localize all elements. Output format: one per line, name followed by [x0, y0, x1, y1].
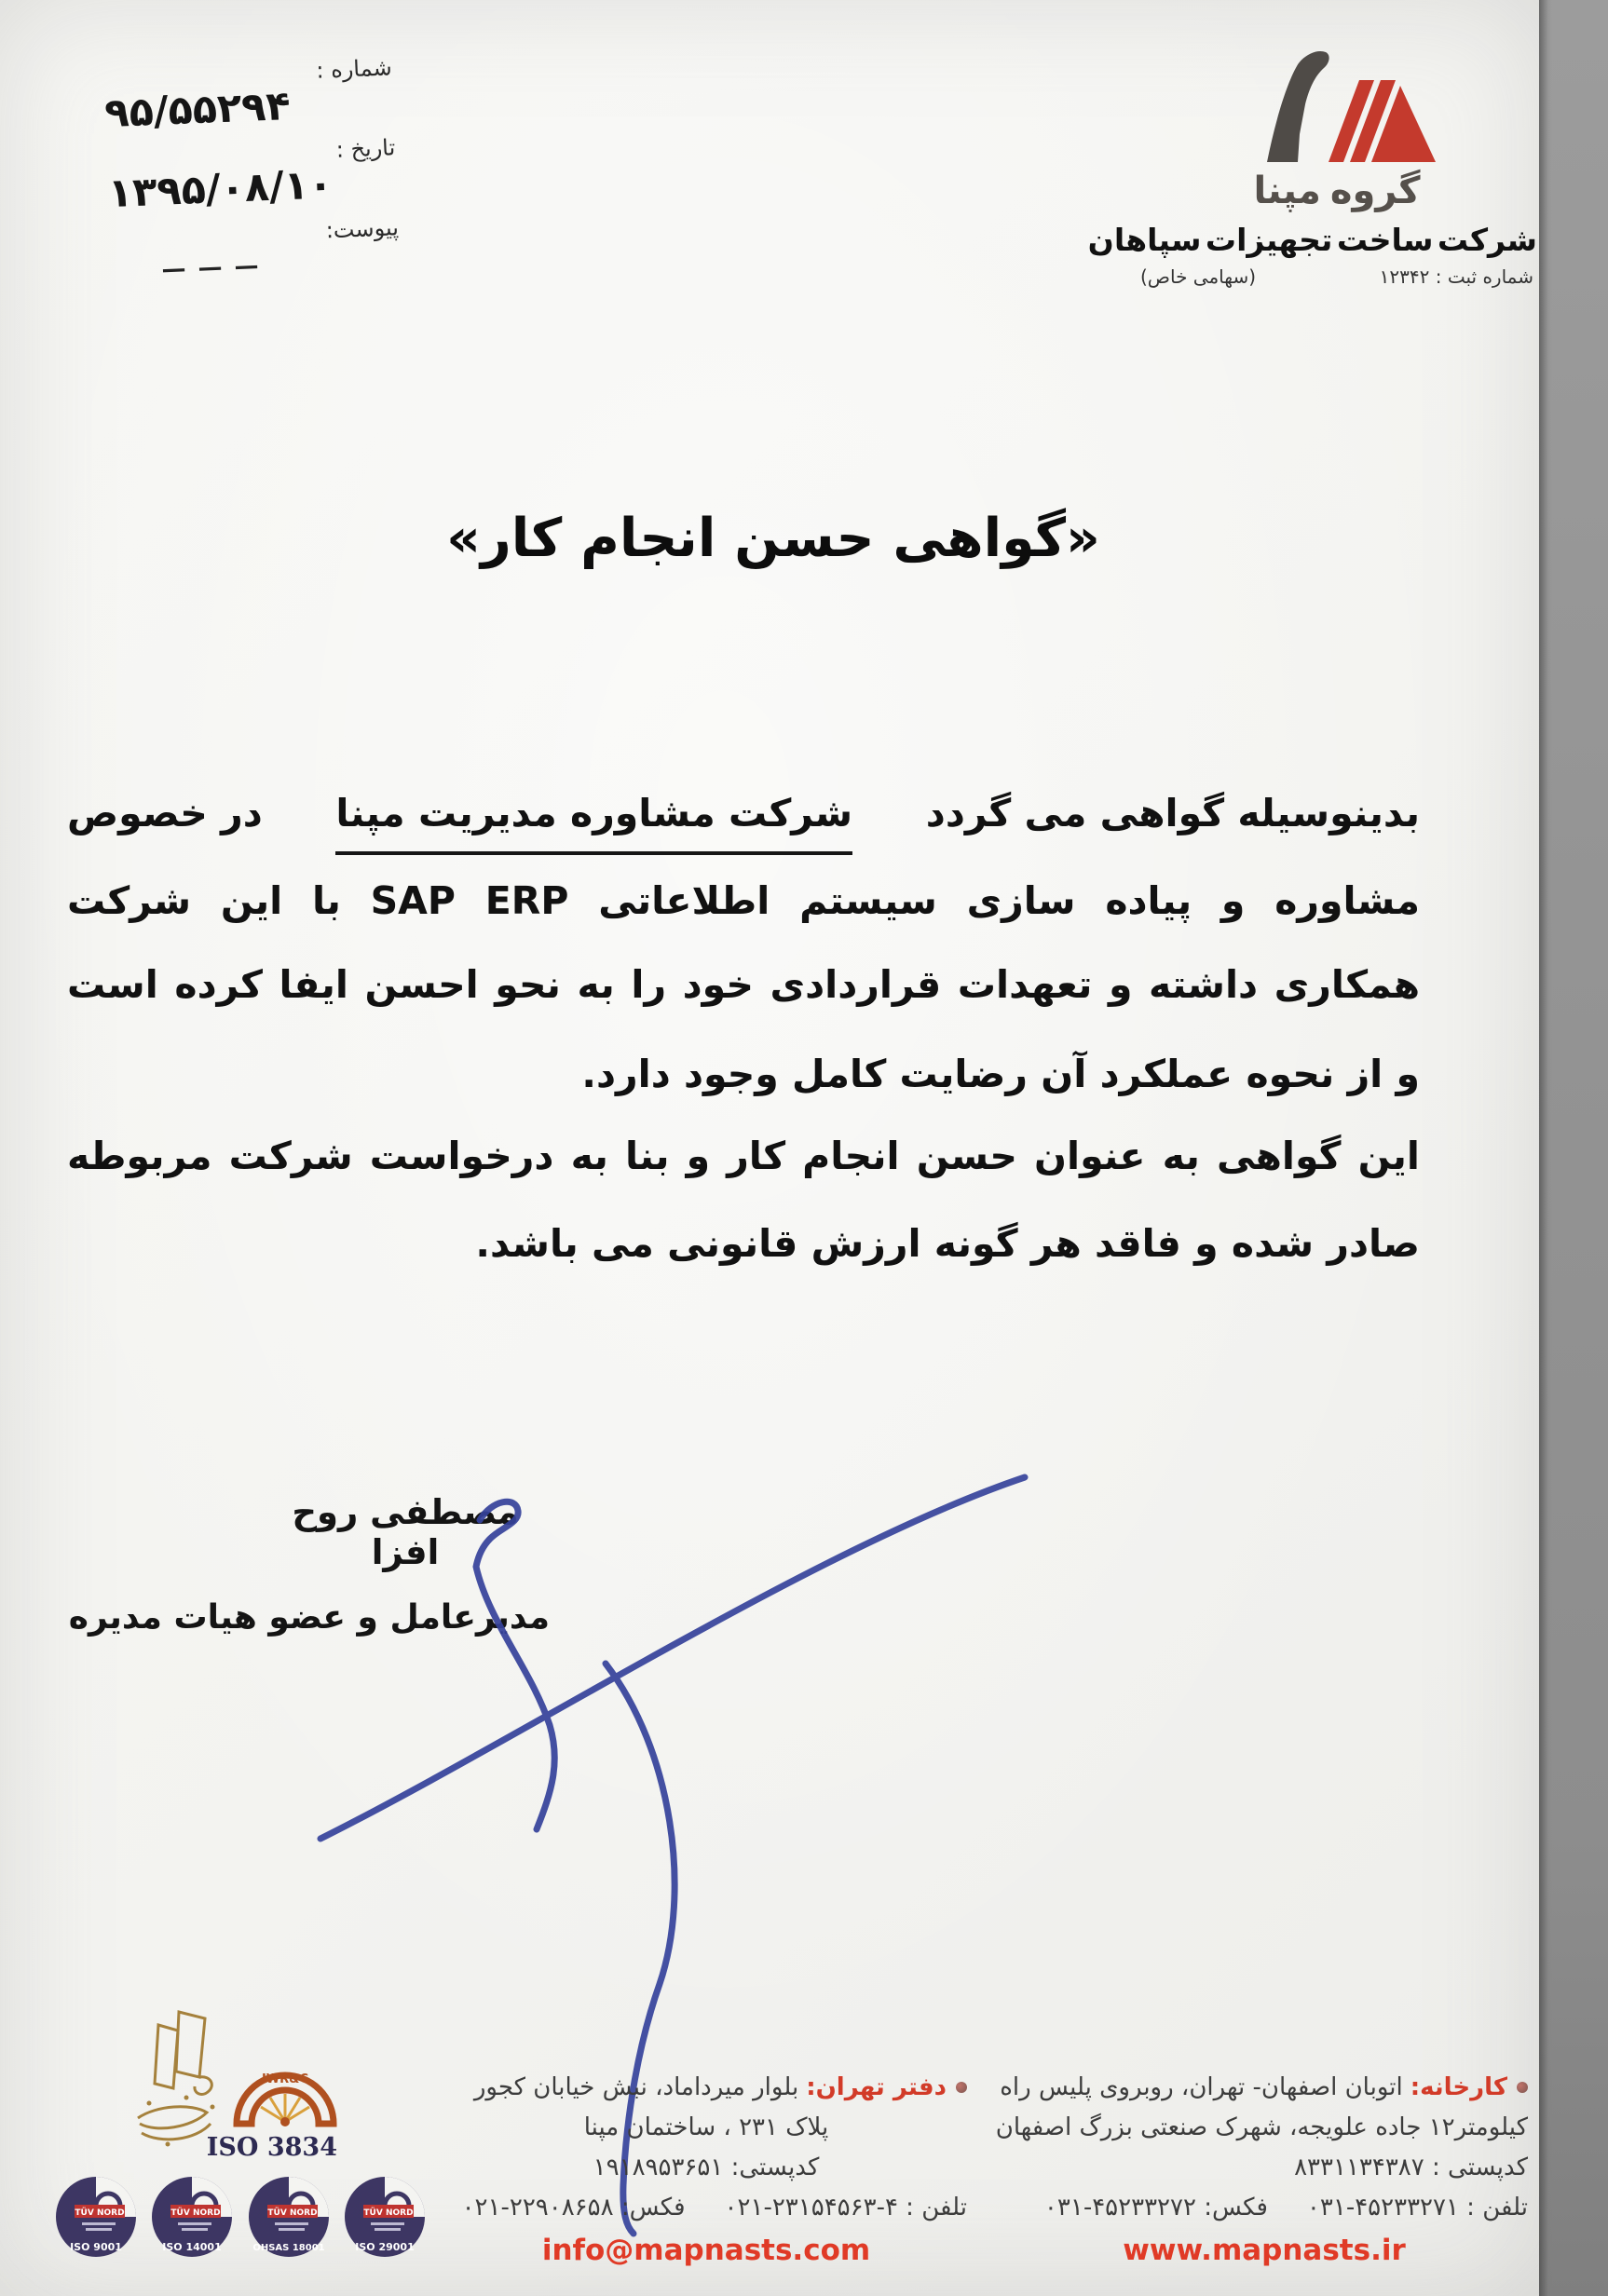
body-line-6: صادر شده و فاقد هر گونه ارزش قانونی می باشد. [475, 1221, 1420, 1266]
body-line-4: و از نحوه عملکرد آن رضایت کامل وجود دارد. [581, 1052, 1420, 1096]
signatory-title: مدیرعامل و عضو هیات مدیره [68, 1598, 550, 1637]
factory-line-1 [1001, 2073, 1528, 2101]
factory-postal: کدپستی : ۸۳۳۱۱۳۴۳۸۷ [1294, 2153, 1528, 2181]
factory-address-1: اتوبان اصفهان- تهران، روبروی پلیس راه [1000, 2073, 1403, 2101]
body-line-1-pre: بدینوسیله گواهی می گردد [925, 791, 1420, 836]
number-value: ۹۵/۵۵۲۹۴ [103, 82, 292, 138]
badge-iso-label: ISO 29001 [355, 2241, 415, 2253]
tuv-badge-iso29001-icon [343, 2174, 427, 2262]
letterhead [1087, 48, 1537, 288]
signatory-name: مصطفی روح افزا [292, 1492, 519, 1572]
tuv-badge-ohsas18001-icon [247, 2174, 331, 2262]
tehran-line-1 [445, 2073, 967, 2101]
tehran-postal: کدپستی: ۱۹۱۸۹۵۳۶۵۱ [593, 2153, 820, 2181]
letterhead-subrow [1137, 265, 1537, 288]
tehran-phone-fax [445, 2194, 967, 2221]
stock-type: (سهامی خاص) [1140, 265, 1257, 288]
document-meta [71, 54, 408, 297]
bullet-icon [956, 2082, 967, 2093]
date-label: تاریخ : [335, 134, 396, 163]
iwrc-iso3834-logo [206, 2070, 337, 2162]
mapna-logo-icon [1230, 48, 1444, 168]
body-line-5: این گواهی به عنوان حسن انجام کار و بنا به درخواست شرکت مربوطه [67, 1134, 1420, 1178]
signatory-block [68, 1492, 550, 1637]
factory-line-2: کیلومتر۱۲ جاده علویجه، شهرک صنعتی بزرگ اصفهان [995, 2113, 1528, 2141]
meta-date-row [75, 134, 405, 219]
number-label: شماره : [315, 54, 393, 84]
body-line-1 [67, 784, 1420, 855]
badge-iso-label: ISO 14001 [162, 2241, 223, 2253]
body-line-3: همکاری داشته و تعهدات قراردادی خود را به نحو احسن ایفا کرده است [67, 962, 1420, 1007]
tehran-fax: فکس: ۲۲۹۰۸۶۵۸-۰۲۱ [461, 2194, 686, 2221]
tuv-band-label: TÜV NORD [363, 2208, 414, 2218]
tehran-label: دفتر تهران: [806, 2073, 947, 2101]
website-url: www.mapnasts.ir [1123, 2234, 1406, 2267]
tuv-band-label: TÜV NORD [267, 2208, 318, 2218]
body-line-1-post: در خصوص [67, 791, 263, 836]
factory-phone: تلفن : ۴۵۲۳۳۲۷۱-۰۳۱ [1306, 2194, 1528, 2221]
iwrc-label: IWR&C [261, 2072, 309, 2086]
bullet-icon [1517, 2082, 1528, 2093]
tehran-phone: تلفن : ۴-۲۳۱۵۴۵۶۳-۰۲۱ [724, 2194, 967, 2221]
underlined-company-phrase: شرکت مشاوره مدیریت مپنا [335, 784, 852, 855]
tuv-badge-iso9001-icon [54, 2174, 138, 2262]
body-line-2: مشاوره و پیاده سازی سیستم اطلاعاتی SAP ERP با این شرکت [67, 878, 1420, 923]
factory-fax: فکس: ۴۵۲۳۳۲۷۲-۰۳۱ [1043, 2194, 1268, 2221]
scanner-edge-strip [1539, 0, 1608, 2296]
iso3834-label: ISO 3834 [206, 2133, 337, 2162]
meta-number-row [71, 54, 402, 139]
iwrc-arch-icon [233, 2070, 337, 2127]
registration-number: شماره ثبت : ۱۲۳۴۲ [1379, 265, 1533, 288]
group-name: گروه مپنا [1253, 170, 1421, 212]
company-name: شرکت ساخت تجهیزات سپاهان [1087, 222, 1537, 258]
badge-iso-label: OHSAS 18001 [252, 2243, 325, 2253]
attachment-label: پیوست: [325, 214, 400, 244]
meta-attachment-row [78, 214, 408, 288]
tuv-band-label: TÜV NORD [75, 2208, 125, 2218]
tehran-line-2: پلاک ۲۳۱ ، ساختمان مپنا [583, 2113, 829, 2141]
tehran-address-1: بلوار میرداماد، نبش خیابان کجور [473, 2073, 799, 2101]
badge-iso-label: ISO 9001 [70, 2241, 122, 2253]
document-title: «گواهی حسن انجام کار» [446, 508, 1100, 569]
factory-phone-fax [1001, 2194, 1528, 2221]
tuv-badges-row [54, 2174, 427, 2262]
tehran-office-column [445, 2073, 967, 2267]
email-address: info@mapnasts.com [541, 2234, 871, 2267]
attachment-value: — — — [160, 251, 262, 284]
factory-label: کارخانه: [1410, 2073, 1507, 2101]
tuv-badge-iso14001-icon [150, 2174, 234, 2262]
factory-address-column [995, 2073, 1528, 2267]
date-value: ۱۳۹۵/۰۸/۱۰ [106, 161, 334, 218]
tuv-band-label: TÜV NORD [170, 2208, 221, 2218]
